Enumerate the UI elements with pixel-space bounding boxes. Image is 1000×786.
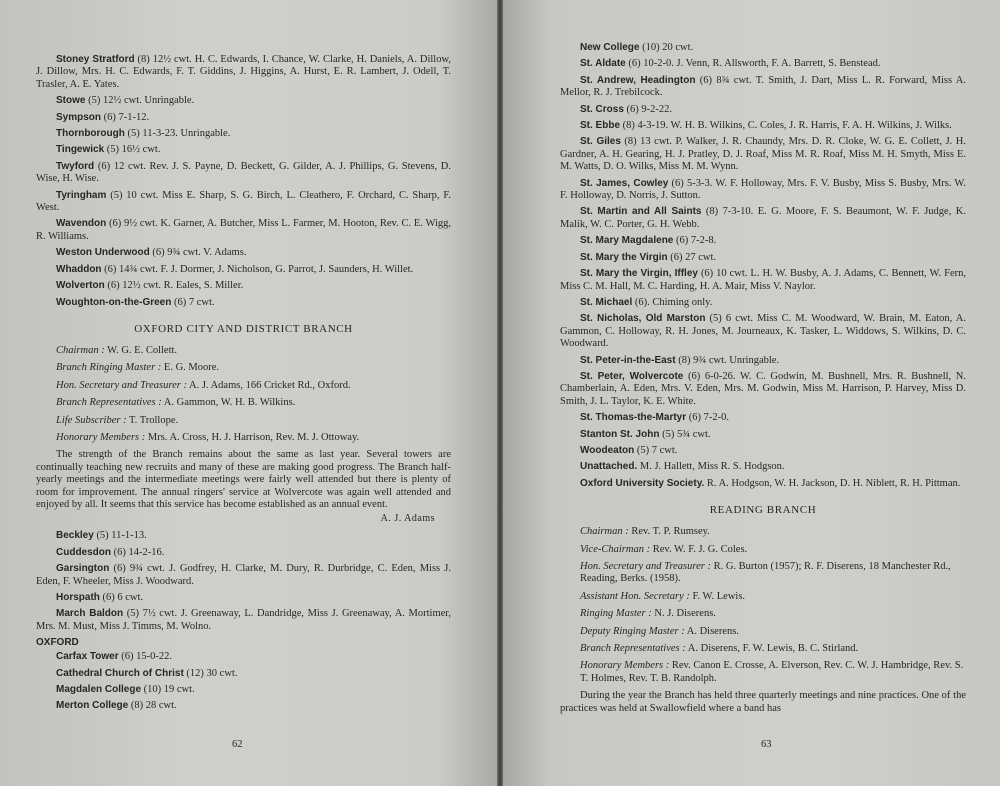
tower-entry: St. Mary Magdalene (6) 7-2-8. xyxy=(580,235,717,247)
tower-entry: St. Nicholas, Old Marston (5) 6 cwt. Miss C. M. Woodward, W. Brain, M. Eaton, A. Gammon, C. Holloway, R. H. Jones, M. Journeaux, K. Tasker, L. Widdows, S. Wilkins, D. C. Woodward. xyxy=(560,313,966,350)
page-number: 63 xyxy=(761,739,772,750)
report-signature: A. J. Adams xyxy=(380,513,435,525)
tower-entry: Stanton St. John (5) 5¾ cwt. xyxy=(580,428,711,440)
right-page xyxy=(503,0,1000,786)
tower-entry: Cathedral Church of Christ (12) 30 cwt. xyxy=(56,667,238,679)
tower-entry: Carfax Tower (6) 15-0-22. xyxy=(56,651,172,663)
tower-entry: March Baldon (5) 7½ cwt. J. Greenaway, L. Dandridge, Miss J. Greenaway, A. Mortimer, Mrs. M. Must, Miss J. Timms, M. Wolno. xyxy=(36,608,451,632)
officer-line: Hon. Secretary and Treasurer : A. J. Adams, 166 Cricket Rd., Oxford. xyxy=(56,379,351,391)
tower-entry: St. Martin and All Saints (8) 7-3-10. E. G. Moore, F. S. Beaumont, W. F. Judge, K. Malik, W. C. Porter, G. H. Webb. xyxy=(560,206,967,230)
officer-line: Honorary Members : Mrs. A. Cross, H. J. Harrison, Rev. M. J. Ottoway. xyxy=(56,431,360,443)
branch-report: During the year the Branch has held three quarterly meetings and nine practices. One of the practices was held at Swallowfield where a band has xyxy=(560,690,966,714)
branch-officers xyxy=(36,345,451,444)
tower-entry: Woughton-on-the-Green (6) 7 cwt. xyxy=(56,296,215,308)
officer-line: Branch Representatives : A. Diserens, F. W. Lewis, B. C. Stirland. xyxy=(580,643,859,655)
officer-line: Branch Ringing Master : E. G. Moore. xyxy=(56,362,220,374)
left-page xyxy=(0,0,497,786)
officer-line: Hon. Secretary and Treasurer : R. G. Burton (1957); R. F. Diserens, 18 Manchester Rd., Reading, Berks. (1958). xyxy=(580,561,951,585)
officer-line: Life Subscriber : T. Trollope. xyxy=(56,414,179,426)
tower-entry: Cuddesdon (6) 14-2-16. xyxy=(56,546,165,558)
officer-line: Branch Representatives : A. Gammon, W. H. B. Wilkins. xyxy=(56,397,296,409)
tower-entry: Beckley (5) 11-1-13. xyxy=(56,530,147,542)
officer-line: Assistant Hon. Secretary : F. W. Lewis. xyxy=(580,590,746,602)
page-number: 62 xyxy=(232,739,243,750)
tower-entry: St. James, Cowley (6) 5-3-3. W. F. Holloway, Mrs. F. V. Busby, Miss S. Busby, Mrs. W. F. Holloway, D. Norris, J. Sutton. xyxy=(560,177,967,202)
tower-entry: Tingewick (5) 16½ cwt. xyxy=(56,144,161,156)
tower-entry: St. Giles (8) 13 cwt. P. Walker, J. R. Chaundy, Mrs. D. R. Cloke, W. G. E. Collett, J. H. Gardner, A. H. Gearing, H. J. Pratley, D. J. Roaf, Miss M. R. Roaf, Miss M. H. Smyth, Miss E. M. Watts, D. O. Wilks, Miss M. M. Wynn. xyxy=(560,136,967,173)
tower-entry: Sympson (6) 7-1-12. xyxy=(56,111,150,123)
tower-entry: New College (10) 20 cwt. xyxy=(580,42,694,53)
tower-entry: St. Aldate (6) 10-2-0. J. Venn, R. Allsworth, F. A. Barrett, S. Benstead. xyxy=(580,58,881,70)
tower-entry: Garsington (6) 9¾ cwt. J. Godfrey, H. Clarke, M. Dury, R. Durbridge, C. Eden, Miss J. Eden, F. Wheeler, Miss J. Woodward. xyxy=(36,563,451,587)
tower-entry: Oxford University Society. R. A. Hodgson, W. H. Jackson, D. H. Niblett, R. H. Pittman. xyxy=(580,477,961,489)
tower-entry: Wavendon (6) 9½ cwt. K. Garner, A. Butcher, Miss L. Farmer, M. Hooton, Rev. C. E. Wigg, R. Williams. xyxy=(36,218,451,242)
tower-entry: Wolverton (6) 12½ cwt. R. Eales, S. Miller. xyxy=(56,280,244,292)
tower-entry: Stowe (5) 12½ cwt. Unringable. xyxy=(56,95,195,107)
branch-report: The strength of the Branch remains about the same as last year. Several towers are continually teaching new recruits and many of these are making good progress. The Branch half-yearly meetings and the intermediate meetings were fairly well attended but there is plenty of room for improvement. The annual ringers' service at Wolvercote was again well attended and enjoyed by all. It seems that this service has become established as an annual event. xyxy=(36,449,451,510)
tower-entry: St. Ebbe (8) 4-3-19. W. H. B. Wilkins, C. Coles, J. R. Harris, F. A. H. Wilkins, J. Wilks. xyxy=(580,120,952,132)
tower-entry: St. Peter-in-the-East (8) 9¾ cwt. Unringable. xyxy=(580,354,780,366)
tower-entry: Thornborough (5) 11-3-23. Unringable. xyxy=(56,128,231,140)
tower-entry: St. Cross (6) 9-2-22. xyxy=(580,103,673,115)
tower-entry: Unattached. M. J. Hallett, Miss R. S. Hodgson. xyxy=(580,461,785,473)
right-tower-list xyxy=(560,42,966,490)
tower-entry: Woodeaton (5) 7 cwt. xyxy=(580,444,678,456)
left-bottom-tower-list xyxy=(36,530,451,633)
branch-heading: OXFORD CITY AND DISTRICT BRANCH xyxy=(134,322,353,335)
tower-entry: Twyford (6) 12 cwt. Rev. J. S. Payne, D. Beckett, G. Gilder, A. J. Phillips, G. Stevens, D. Wise, H. Wise. xyxy=(36,160,451,185)
tower-entry: Weston Underwood (6) 9¾ cwt. V. Adams. xyxy=(56,247,247,259)
oxford-tower-list xyxy=(36,651,451,713)
officer-line: Ringing Master : N. J. Diserens. xyxy=(580,608,716,620)
tower-entry: St. Mary the Virgin (6) 27 cwt. xyxy=(580,251,717,263)
tower-entry: St. Mary the Virgin, Iffley (6) 10 cwt. L. H. W. Busby, A. J. Adams, C. Bennett, W. Fern, Miss C. M. Hall, M. C. Harding, H. A. Mair, Miss V. Naylor. xyxy=(560,268,966,292)
oxford-subheading: OXFORD xyxy=(36,637,79,649)
tower-entry: Whaddon (6) 14¾ cwt. F. J. Dormer, J. Nicholson, G. Parrot, J. Saunders, H. Willet. xyxy=(56,263,414,275)
officer-line: Deputy Ringing Master : A. Diserens. xyxy=(580,625,739,637)
officer-line: Chairman : Rev. T. P. Rumsey. xyxy=(580,526,710,538)
tower-entry: Stoney Stratford (8) 12½ cwt. H. C. Edwards, I. Chance, W. Clarke, H. Daniels, A. Dillow, J. Dillow, Mrs. H. C. Edwards, F. T. Giddins, J. Higgins, A. Hurst, E. R. Lambert, J. Odell, T. Trasler, A. E. Yates. xyxy=(36,54,451,90)
branch-officers xyxy=(560,526,966,685)
tower-entry: Merton College (8) 28 cwt. xyxy=(56,700,177,712)
tower-entry: Magdalen College (10) 19 cwt. xyxy=(56,684,195,696)
branch-heading: READING BRANCH xyxy=(709,504,817,517)
tower-entry: St. Peter, Wolvercote (6) 6-0-26. W. C. Godwin, M. Bushnell, Mrs. R. Bushnell, N. Chamberlain, A. Eden, Mrs. V. Eden, Mrs. M. Godwin, Miss M. Harrison, P. Harvey, Miss D. Smith, J. L. Taylor, K. E. White. xyxy=(560,370,967,407)
tower-entry: St. Andrew, Headington (6) 8¾ cwt. T. Smith, J. Dart, Miss L. R. Forward, Miss A. Mellor, R. J. Trebilcock. xyxy=(560,74,966,99)
officer-line: Chairman : W. G. E. Collett. xyxy=(56,344,178,356)
tower-entry: St. Michael (6). Chiming only. xyxy=(580,296,713,308)
tower-entry: Tyringham (5) 10 cwt. Miss E. Sharp, S. G. Birch, L. Cleathero, F. Orchard, C. Sharp, F. West. xyxy=(36,189,451,214)
left-top-tower-list xyxy=(36,54,451,309)
tower-entry: St. Thomas-the-Martyr (6) 7-2-0. xyxy=(580,412,729,424)
officer-line: Vice-Chairman : Rev. W. F. J. G. Coles. xyxy=(580,543,748,555)
officer-line: Honorary Members : Rev. Canon E. Crosse, A. Elverson, Rev. C. W. J. Hambridge, Rev. S. T. Holmes, Rev. T. B. Randolph. xyxy=(580,660,964,684)
tower-entry: Horspath (6) 6 cwt. xyxy=(56,592,144,603)
